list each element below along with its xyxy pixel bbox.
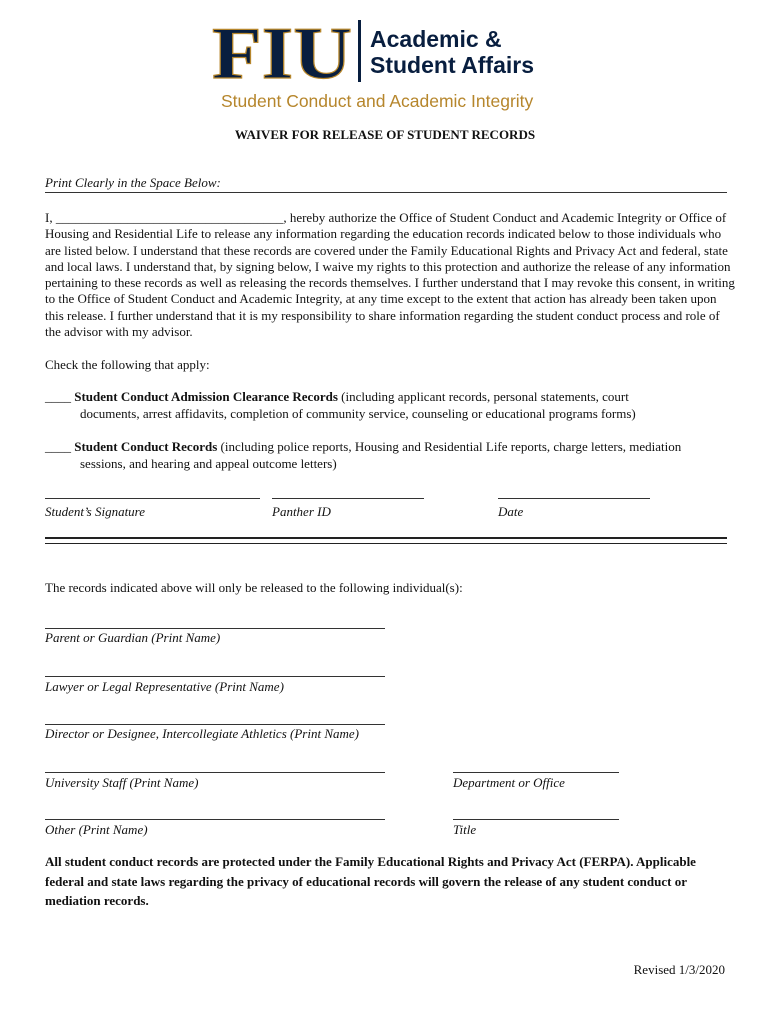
department-line[interactable] xyxy=(453,772,619,773)
option-detail: (including applicant records, personal statements, court xyxy=(337,389,629,404)
print-instruction: Print Clearly in the Space Below: xyxy=(45,175,221,190)
option-detail-cont: documents, arrest affidavits, completion of community service, counseling or educational programs forms) xyxy=(80,405,636,421)
director-name-line[interactable] xyxy=(45,724,385,725)
option-title: Student Conduct Admission Clearance Records xyxy=(74,389,338,404)
ferpa-notice: All student conduct records are protected under the Family Educational Rights and Privacy Act (FERPA). Applicable federal and state laws regarding the privacy of educational records will govern the release of any student conduct or mediation records. xyxy=(45,854,696,908)
other-label: Other (Print Name) xyxy=(45,822,148,837)
release-statement: The records indicated above will only be released to the following individual(s): xyxy=(45,580,463,595)
other-name-line[interactable] xyxy=(45,819,385,820)
office-subtitle: Student Conduct and Academic Integrity xyxy=(221,91,534,111)
logo-line-2: Student Affairs xyxy=(370,52,534,78)
option-title: Student Conduct Records xyxy=(74,439,218,454)
parent-name-line[interactable] xyxy=(45,628,385,629)
director-label: Director or Designee, Intercollegiate Athletics (Print Name) xyxy=(45,726,359,741)
double-rule-bottom xyxy=(45,543,727,544)
logo-divider xyxy=(358,20,361,82)
parent-label: Parent or Guardian (Print Name) xyxy=(45,630,221,645)
lawyer-name-line[interactable] xyxy=(45,676,385,677)
option-blank[interactable]: ____ xyxy=(45,389,71,404)
title-line[interactable] xyxy=(453,819,619,820)
check-prompt: Check the following that apply: xyxy=(45,357,210,372)
department-label: Department or Office xyxy=(453,775,565,790)
panther-id-label: Panther ID xyxy=(272,504,331,519)
signature-line[interactable] xyxy=(45,498,260,499)
fiu-logo-icon xyxy=(212,16,352,86)
option-conduct-records[interactable] xyxy=(45,439,735,472)
logo-unit-name xyxy=(370,26,534,78)
date-label: Date xyxy=(498,504,524,519)
double-rule-top xyxy=(45,537,727,539)
option-admission-clearance[interactable] xyxy=(45,389,735,422)
date-line[interactable] xyxy=(498,498,650,499)
option-detail: (including police reports, Housing and Residential Life reports, charge letters, mediation xyxy=(217,439,682,454)
authorization-paragraph: I, ___________________________________, hereby authorize the Office of Student Conduct and Academic Integrity or Office of Housing and Residential Life to release any information regarding the education records indicated below to those individuals who are listed below. I understand that these records are covered under the Family Educational Rights and Privacy Act and federal, state and local laws. I understand that, by signing below, I waive my rights to this protection and authorize the release of any information pertaining to these records as well as releasing the records themselves. I further understand that I may revoke this consent, in writing to the Office of Student Conduct and Academic Integrity, at any time except to the extent that action has already been taken upon this release. I further understand that it is my responsibility to share information regarding the student conduct process and role of the advisor with my advisor. xyxy=(45,210,735,340)
option-detail-cont: sessions, and hearing and appeal outcome letters) xyxy=(80,455,337,471)
document-title: WAIVER FOR RELEASE OF STUDENT RECORDS xyxy=(234,127,536,142)
staff-label: University Staff (Print Name) xyxy=(45,775,199,790)
section-divider xyxy=(45,192,727,193)
staff-name-line[interactable] xyxy=(45,772,385,773)
lawyer-label: Lawyer or Legal Representative (Print Name) xyxy=(45,679,284,694)
logo-line-1: Academic & xyxy=(370,26,502,52)
fiu-logo-text: FIU xyxy=(212,16,352,86)
signature-label: Student’s Signature xyxy=(45,504,146,519)
panther-id-line[interactable] xyxy=(272,498,424,499)
option-blank[interactable]: ____ xyxy=(45,439,71,454)
revision-date: Revised 1/3/2020 xyxy=(633,962,725,977)
title-label: Title xyxy=(453,822,477,837)
